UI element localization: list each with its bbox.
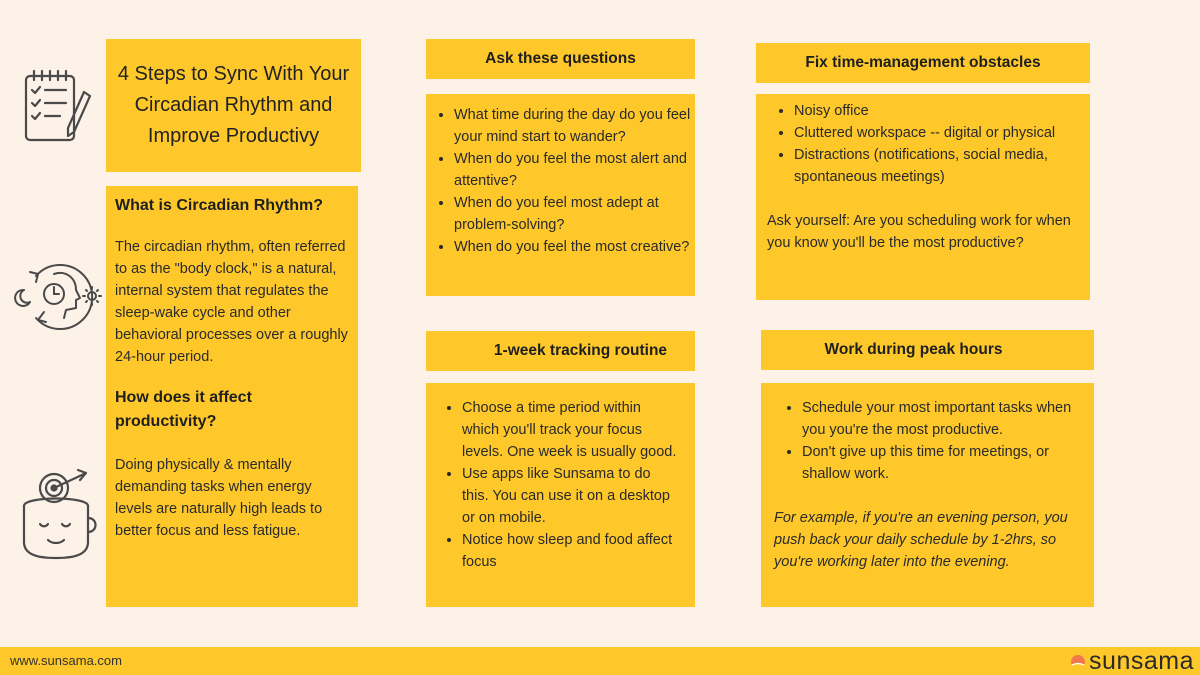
obstacles-header (756, 43, 1090, 83)
list-item: • Schedule your most important tasks when you you're the most productive. (802, 397, 1076, 441)
footer-bar (0, 647, 1200, 675)
title-text: 4 Steps to Sync With Your Circadian Rhythm and Improve Productivy (117, 63, 350, 147)
questions-card (426, 94, 695, 296)
target-head-icon (18, 466, 98, 562)
obstacles-header-label: Fix time-management obstacles (805, 54, 1041, 71)
circadian-clock-icon (14, 256, 104, 336)
list-item: • Notice how sleep and food affect focus (462, 529, 681, 573)
sunsama-logo-icon (1070, 653, 1086, 669)
obstacles-list (756, 100, 1080, 188)
productivity-description: Doing physically & mentally demanding tasks when energy levels are naturally high leads to better focus and less fatigue. (115, 457, 323, 539)
list-item: • Choose a time period within which you'll track your focus levels. One week is usually good. (462, 397, 681, 463)
questions-header-label: Ask these questions (485, 50, 636, 67)
questions-header (426, 39, 695, 79)
checklist-icon (22, 68, 94, 144)
peak-example: For example, if you're an evening person, you push back your daily schedule by 1-2hrs, so you're working later into the evening. (774, 510, 1068, 570)
circadian-info-card (106, 186, 358, 607)
tracking-header (426, 331, 695, 371)
list-item: • Distractions (notifications, social media, spontaneous meetings) (794, 144, 1080, 188)
tracking-list (434, 397, 681, 573)
peak-card (761, 383, 1094, 607)
tracking-header-label: 1-week tracking routine (493, 342, 668, 359)
peak-header-label: Work during peak hours (824, 341, 1003, 358)
obstacles-note: Ask yourself: Are you scheduling work for when you know you'll be the most productive? (767, 213, 1071, 251)
circadian-heading: What is Circadian Rhythm? (115, 197, 324, 214)
footer-brand: sunsama (1089, 647, 1194, 675)
footer-url-link[interactable]: www.sunsama.com (10, 653, 122, 668)
list-item: • Cluttered workspace -- digital or physical (794, 122, 1080, 144)
productivity-heading: How does it affect productivity? (115, 389, 252, 430)
tracking-card (426, 383, 695, 607)
list-item: • What time during the day do you feel your mind start to wander? (454, 104, 691, 148)
list-item: • When do you feel the most alert and attentive? (454, 148, 691, 192)
obstacles-card (756, 94, 1090, 300)
page-title (106, 39, 361, 172)
list-item: • Use apps like Sunsama to do this. You can use it on a desktop or on mobile. (462, 463, 681, 529)
list-item: • Noisy office (794, 100, 1080, 122)
circadian-description: The circadian rhythm, often referred to as the "body clock," is a natural, internal system that regulates the sleep-wake cycle and other behavioral processes over a roughly 24-hour period. (115, 239, 348, 365)
peak-header (761, 330, 1094, 370)
peak-list (774, 397, 1076, 485)
list-item: • When do you feel most adept at problem-solving? (454, 192, 691, 236)
list-item: • Don't give up this time for meetings, or shallow work. (802, 441, 1076, 485)
list-item: • When do you feel the most creative? (454, 236, 691, 258)
questions-list (426, 104, 691, 258)
